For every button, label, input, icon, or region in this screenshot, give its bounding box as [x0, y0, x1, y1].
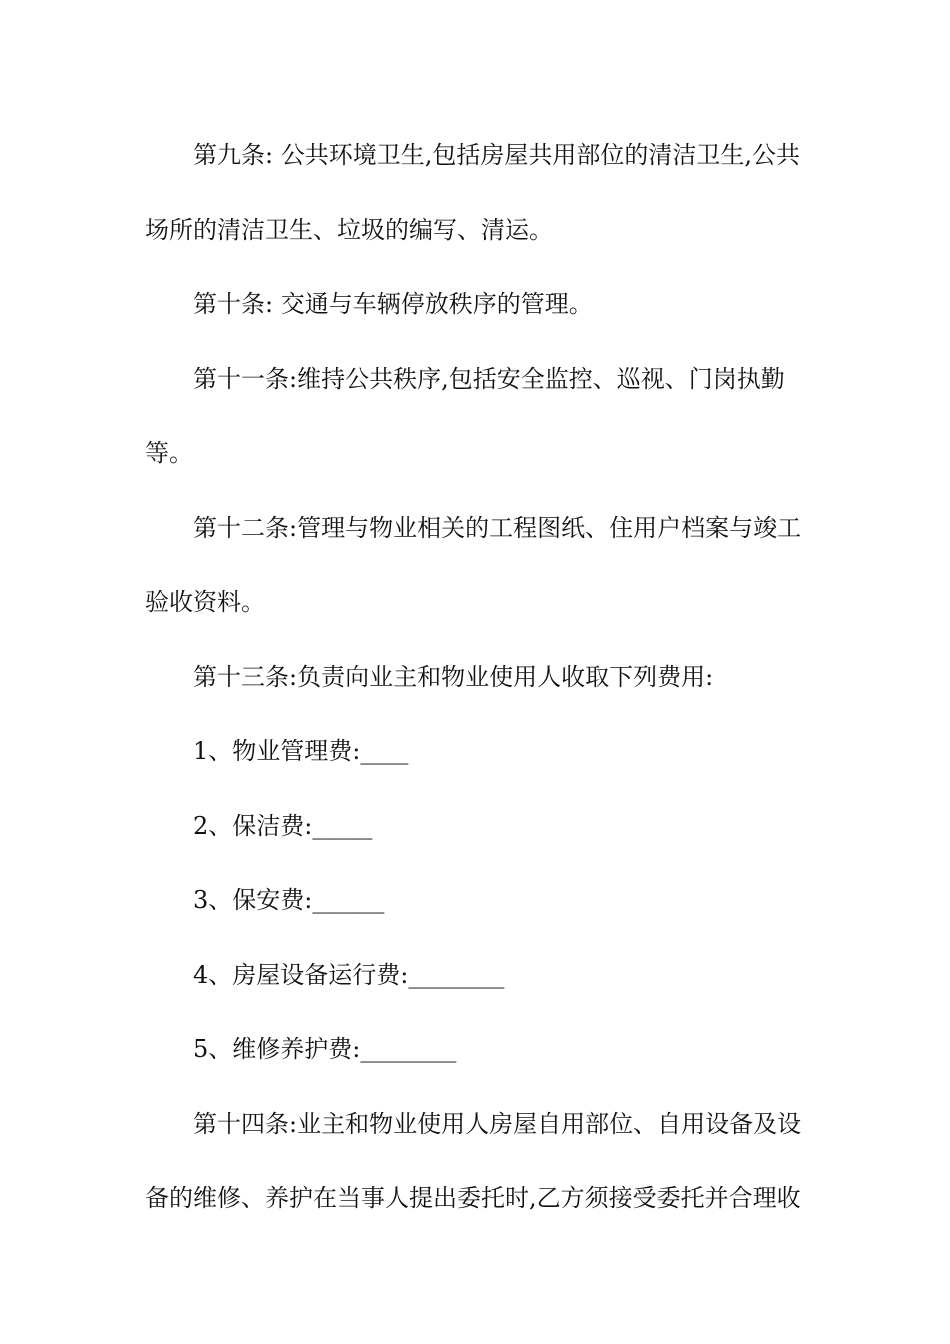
article-13: 第十三条:负责向业主和物业使用人收取下列费用:	[193, 662, 714, 691]
fee-item-1: 1、物业管理费:____	[193, 737, 409, 765]
document-page	[145, 118, 809, 1236]
article-10: 第十条: 交通与车辆停放秩序的管理。	[193, 290, 593, 318]
article-9: 第九条: 公共环境卫生,包括房屋共用部位的清洁卫生,公共场所的清洁卫生、垃圾的编写、清运。	[145, 141, 800, 244]
article-12: 第十二条:管理与物业相关的工程图纸、住用户档案与竣工验收资料。	[145, 513, 802, 616]
fee-item-2: 2、保洁费:_____	[193, 811, 373, 840]
fee-item-3: 3、保安费:______	[193, 886, 385, 914]
article-14: 第十四条:业主和物业使用人房屋自用部位、自用设备及设备的维修、养护在当事人提出委托时,乙方须接受委托并合理收	[145, 1109, 802, 1212]
fee-item-5: 5、维修养护费:________	[193, 1035, 457, 1063]
fee-item-4: 4、房屋设备运行费:________	[193, 960, 505, 989]
article-11: 第十一条:维持公共秩序,包括安全监控、巡视、门岗执勤等。	[145, 364, 785, 467]
